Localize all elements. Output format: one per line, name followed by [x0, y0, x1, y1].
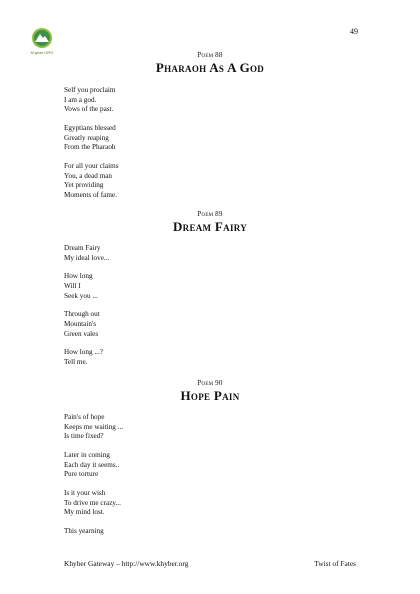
- stanza: [64, 348, 109, 367]
- stanza: [64, 489, 123, 518]
- poem-body: [64, 413, 123, 546]
- poem-label: Poem 89: [197, 210, 223, 218]
- stanza: [64, 124, 119, 153]
- poem-line: My mind lost.: [64, 508, 105, 517]
- poem-line: How long ...?: [64, 348, 103, 357]
- poem-line: Egyptians blessed: [64, 123, 116, 132]
- poem-line: Keeps me waiting ...: [64, 422, 124, 431]
- poem-line: Seek you ...: [64, 291, 98, 300]
- poem-line: Vows of the past.: [64, 105, 114, 114]
- poem-title: Dream Fairy: [172, 219, 248, 234]
- poem-line: Tell me.: [64, 357, 88, 366]
- poem-title: Pharaoh As A God: [155, 60, 265, 75]
- poem-line: Will I: [64, 281, 81, 290]
- poem-line: Dream Fairy: [64, 244, 101, 252]
- stanza: [64, 244, 109, 263]
- poem-line: My ideal love...: [64, 253, 110, 262]
- poem-line: You, a dead man: [64, 171, 112, 180]
- stanza: [64, 86, 119, 115]
- poem-label: Poem 90: [197, 379, 223, 387]
- poem-line: Self you proclaim: [64, 86, 116, 94]
- poem-line: Moments of fame.: [64, 190, 117, 199]
- stanza: [64, 162, 119, 200]
- footer-source: Khyber Gateway – http://www.khyber.org: [64, 559, 189, 568]
- poem-line: I am a god.: [64, 95, 97, 104]
- poem-line: Later in coming: [64, 450, 110, 459]
- poem-line: Is time fixed?: [64, 432, 104, 441]
- stanza: [64, 413, 123, 442]
- poem-line: How long: [64, 272, 93, 281]
- poem-line: For all your claims: [64, 161, 119, 170]
- poem-line: To drive me crazy...: [64, 498, 121, 507]
- poem-body: [64, 244, 109, 377]
- poem-title: Hope Pain: [180, 388, 240, 403]
- poem-line: Through out: [64, 310, 100, 319]
- mountain-logo-icon: [31, 27, 53, 49]
- stanza: [64, 527, 123, 537]
- poem-line: From the Pharaoh: [64, 143, 116, 152]
- poem-line: Yet providing: [64, 181, 104, 190]
- poem-line: Mountain's: [64, 319, 97, 328]
- poem-label: Poem 88: [197, 51, 223, 59]
- poem-line: This yearning: [64, 526, 104, 535]
- poem-line: Pain's of hope: [64, 413, 105, 421]
- poem-line: Pure torture: [64, 470, 99, 479]
- poem-body: [64, 86, 119, 210]
- stanza: [64, 310, 109, 339]
- logo-text: Khyber.ORG: [30, 50, 54, 55]
- poem-line: Greatly reaping: [64, 133, 109, 142]
- page-number: 49: [350, 27, 358, 36]
- footer-book-title: Twist of Fates: [314, 559, 356, 568]
- poem-line: Each day it seems..: [64, 460, 120, 469]
- poem-line: Is it your wish: [64, 488, 106, 497]
- stanza: [64, 272, 109, 301]
- stanza: [64, 451, 123, 480]
- poem-line: Green vales: [64, 329, 99, 338]
